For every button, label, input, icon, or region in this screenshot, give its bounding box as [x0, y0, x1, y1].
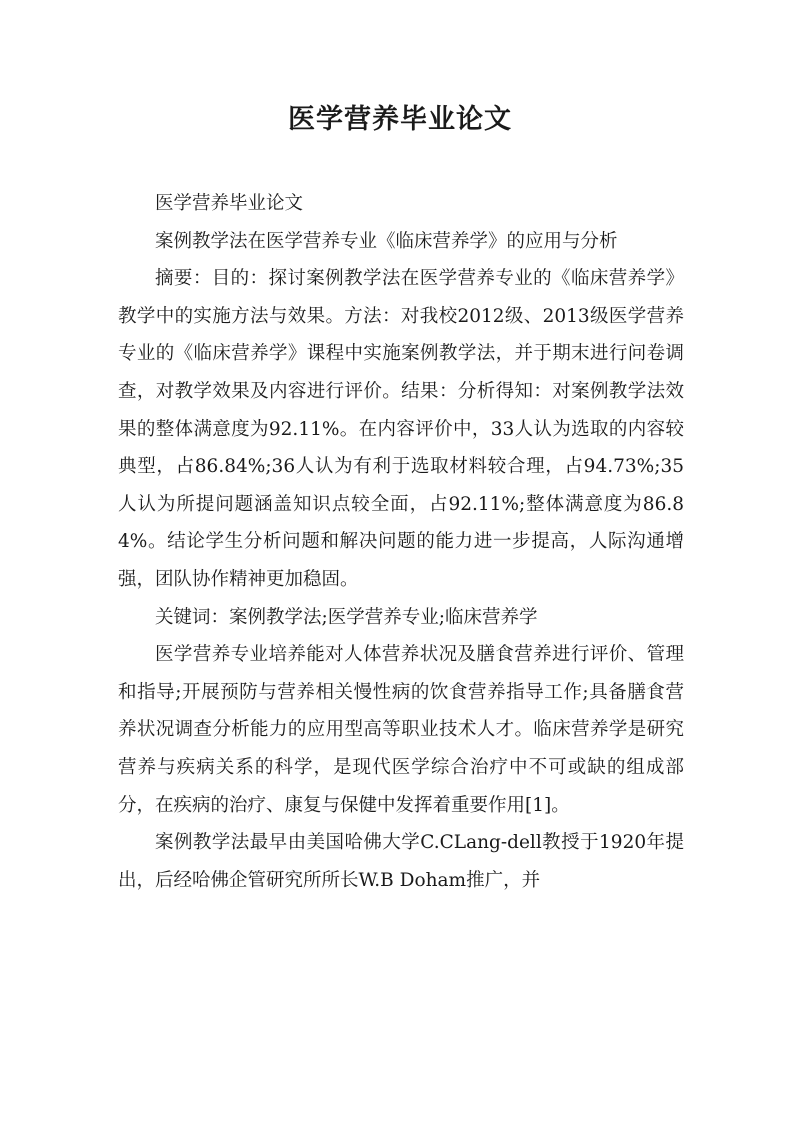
document-body	[118, 185, 684, 899]
keywords-paragraph: 关键词：案例教学法;医学营养专业;临床营养学	[155, 606, 538, 628]
abstract-paragraph: 摘要：目的：探讨案例教学法在医学营养专业的《临床营养学》教学中的实施方法与效果。方法：对我校2012级、2013级医学营养专业的《临床营养学》课程中实施案例教学法，并于期末进行问卷调查，对教学效果及内容进行评价。结果：分析得知：对案例教学法效果的整体满意度为92.11%。在内容评价中，33人认为选取的内容较典型，占86.84%;36人认为有利于选取材料较合理，占94.73%;35人认为所提问题涵盖知识点较全面，占92.11%;整体满意度为86.84%。结论学生分析问题和解决问题的能力进一步提高，人际沟通增强，团队协作精神更加稳固。	[118, 268, 684, 590]
subtitle-paragraph: 医学营养毕业论文	[155, 193, 304, 214]
article-title-paragraph: 案例教学法在医学营养专业《临床营养学》的应用与分析	[155, 230, 618, 252]
document-title: 医学营养毕业论文	[288, 104, 512, 135]
body-paragraph: 医学营养专业培养能对人体营养状况及膳食营养进行评价、管理和指导;开展预防与营养相关慢性病的饮食营养指导工作;具备膳食营养状况调查分析能力的应用型高等职业技术人才。临床营养学是研究营养与疾病关系的科学，是现代医学综合治疗中不可或缺的组成部分，在疾病的治疗、康复与保健中发挥着重要作用[1]。	[118, 644, 684, 816]
body-paragraph: 案例教学法最早由美国哈佛大学C.CLang-dell教授于1920年提出，后经哈佛企管研究所所长W.B Doham推广，并	[118, 832, 684, 891]
